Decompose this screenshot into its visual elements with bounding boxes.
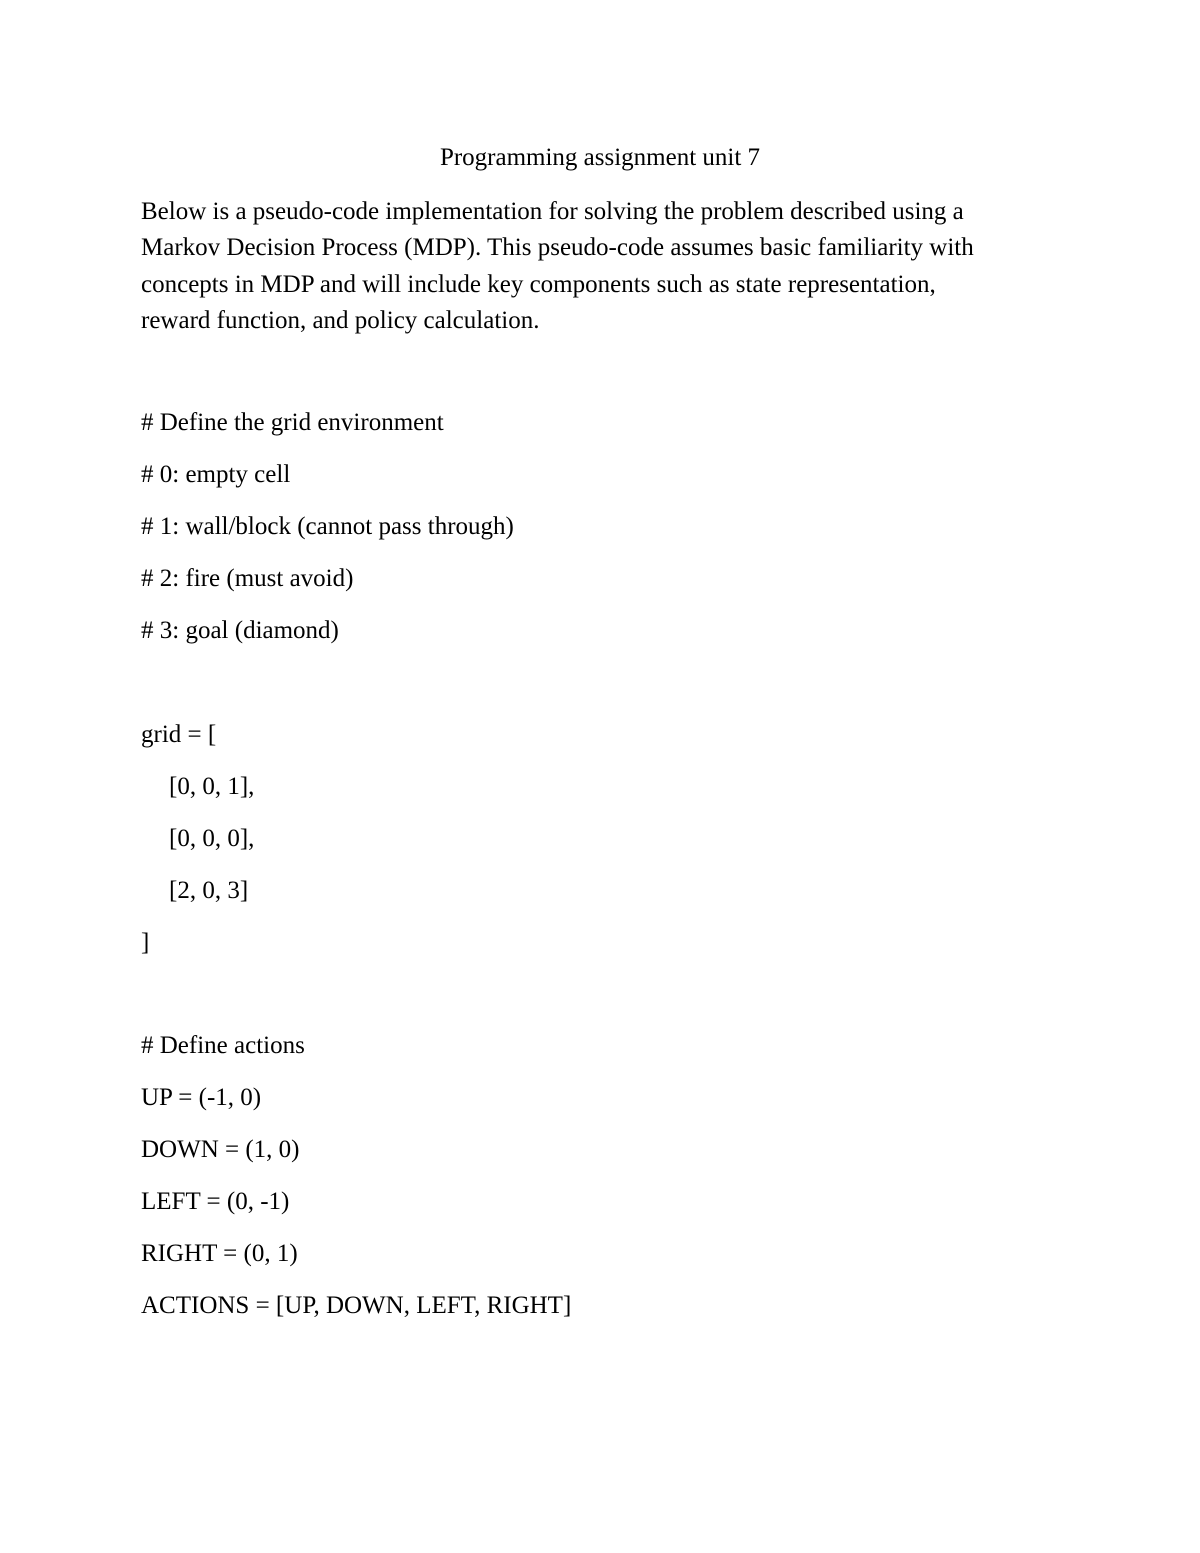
comment-empty-cell: # 0: empty cell	[141, 461, 291, 488]
intro-line: Markov Decision Process (MDP). This pseudo-code assumes basic familiarity with	[141, 234, 974, 262]
grid-row: [2, 0, 3]	[169, 877, 249, 904]
action-down: DOWN = (1, 0)	[141, 1136, 300, 1163]
document-title: Programming assignment unit 7	[439, 144, 761, 171]
action-left: LEFT = (0, -1)	[141, 1188, 290, 1215]
grid-row: [0, 0, 0],	[169, 825, 255, 852]
comment-wall-block: # 1: wall/block (cannot pass through)	[141, 513, 514, 540]
grid-row: [0, 0, 1],	[169, 773, 255, 800]
intro-line: reward function, and policy calculation.	[141, 306, 540, 334]
comment-goal: # 3: goal (diamond)	[141, 617, 339, 644]
intro-paragraph	[141, 194, 1071, 339]
comment-fire: # 2: fire (must avoid)	[141, 565, 354, 592]
action-up: UP = (-1, 0)	[141, 1084, 262, 1111]
actions-list: ACTIONS = [UP, DOWN, LEFT, RIGHT]	[141, 1292, 572, 1319]
comment-define-grid: # Define the grid environment	[141, 409, 444, 436]
grid-open: grid = [	[141, 721, 217, 748]
grid-close: ]	[141, 929, 150, 956]
intro-line: Below is a pseudo-code implementation for solving the problem described using a	[141, 198, 964, 225]
intro-line: concepts in MDP and will include key components such as state representation,	[141, 270, 936, 298]
comment-define-actions: # Define actions	[141, 1032, 305, 1059]
action-right: RIGHT = (0, 1)	[141, 1240, 298, 1267]
